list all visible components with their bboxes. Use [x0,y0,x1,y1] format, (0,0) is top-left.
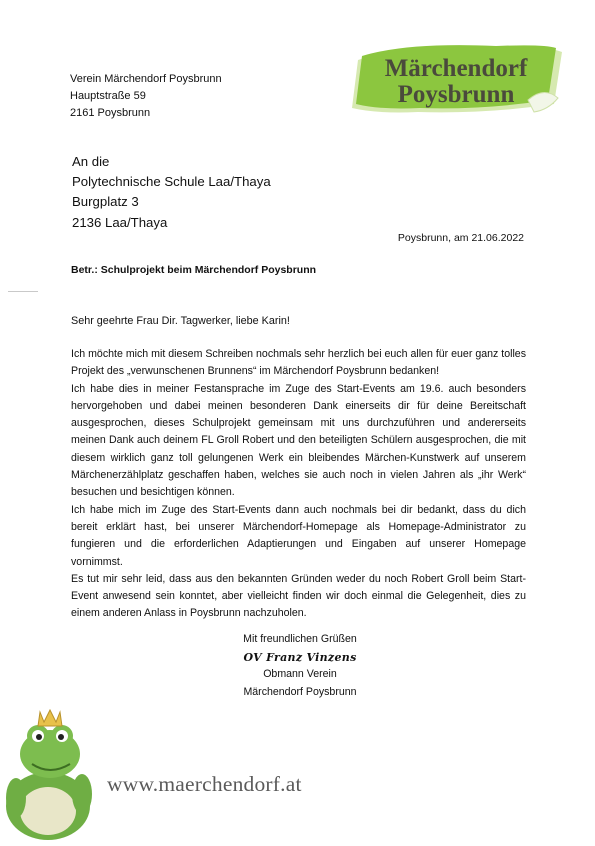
sender-city: 2161 Poysbrunn [70,107,151,119]
sender-name: Verein Märchendorf Poysbrunn [70,73,222,85]
closing-greeting: Mit freundlichen Grüßen [243,633,357,645]
frog-prince-illustration [0,686,110,841]
recipient-line: 2136 Laa/Thaya [72,214,168,230]
salutation: Sehr geehrte Frau Dir. Tagwerker, liebe Karin! [71,315,290,327]
sender-street: Hauptstraße 59 [70,90,146,102]
logo-line2: Poysbrunn [397,81,515,108]
recipient-address [72,152,271,233]
website-url: www.maerchendorf.at [107,772,302,796]
body-paragraph: Ich habe dies in meiner Festansprache im Zuge des Start-Events am 19.6. auch besonders hervorgehoben und dabei meinen besonderen Dank einerseits dir für deine Bereitschaft ausgesprochen, dieses Schulprojekt gemeinsam mit uns durchzuführen und andererseits meinen Dank auch deinem FL Groll Robert und den beteiligten Schülern ausgesprochen, die mit diesem wirklich ganz toll gelungenen Werk ein bleibendes Märchen-Kunstwerk auf unserem Märchenerzählplatz geschaffen haben, welches sie auch noch in vielen Jahren als „ihr Werk“ besuchen und besichtigen können. [71,382,526,499]
recipient-line: An die [72,154,110,169]
subject-line: Betr.: Schulprojekt beim Märchendorf Poysbrunn [71,264,317,276]
maerchendorf-logo [348,38,568,122]
letter-body [71,346,526,623]
recipient-line: Burgplatz 3 [72,194,139,210]
body-paragraph: Es tut mir sehr leid, dass aus den bekannten Gründen weder du noch Robert Groll beim Start-Event anwesend sein konntet, aber vielleicht finden wir doch einmal die Gelegenheit, dies zu einem anderen Anlass in Poysbrunn nachzuholen. [71,572,526,620]
signer-role: Obmann Verein [263,668,337,680]
logo-banner-graphic [348,38,568,122]
body-paragraph: Ich möchte mich mit diesem Schreiben nochmals sehr herzlich bei euch allen für euer ganz tolles Projekt des „verwunschenen Brunnens“ im Märchendorf Poysbrunn bedanken! [71,348,526,378]
date-line: Poysbrunn, am 21.06.2022 [397,232,524,244]
closing-block [160,631,440,701]
logo-line1: Märchendorf [384,55,528,82]
body-paragraph: Ich habe mich im Zuge des Start-Events dann auch nochmals bei dir bedankt, dass du dich bereit erklärt hast, bei unserer Märchendorf-Homepage als Homepage-Administrator zu fungieren und die erforderlichen Adaptierungen und Eingaben auf unserer Homepage vornimmst. [71,503,526,568]
signature: OV Franz Vinzens [243,650,357,664]
fold-mark [8,291,38,292]
recipient-line: Polytechnische Schule Laa/Thaya [72,174,271,190]
sender-address [70,71,222,122]
signer-organization: Märchendorf Poysbrunn [243,685,357,698]
